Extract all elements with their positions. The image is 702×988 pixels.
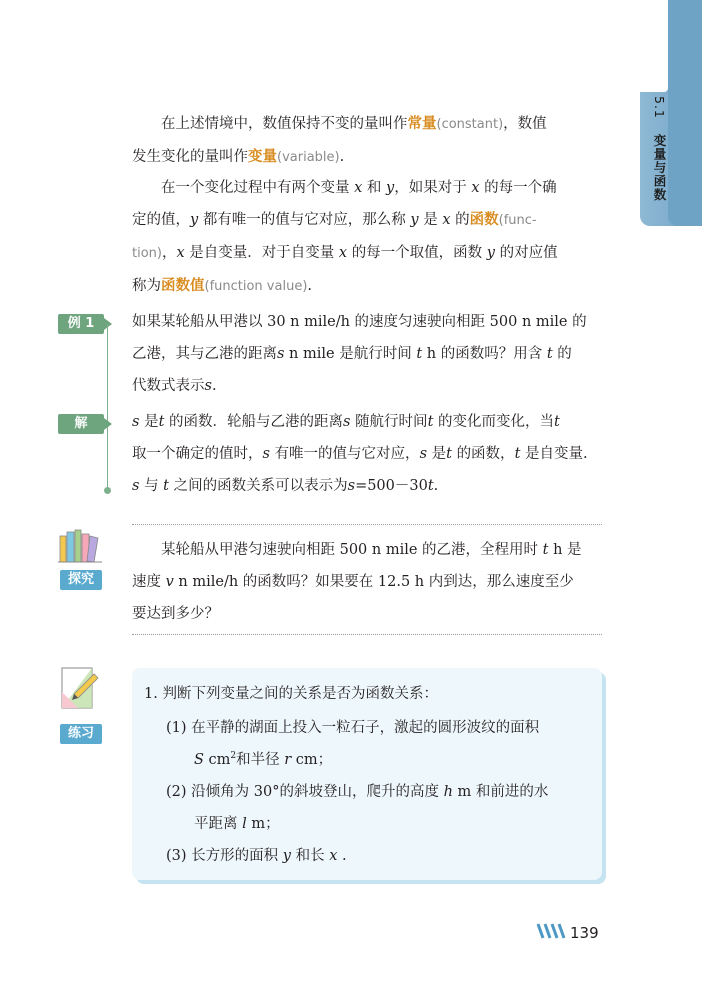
text: 平距离 xyxy=(194,816,238,832)
practice-badge: 练习 xyxy=(60,724,102,744)
var-y: y xyxy=(386,180,395,196)
practice-item-3 xyxy=(166,844,347,865)
pencil-notebook-icon xyxy=(56,664,106,720)
var-y: y xyxy=(410,212,419,228)
text: cm； xyxy=(291,752,333,768)
text: 之间的函数关系可以表示为 xyxy=(173,478,348,494)
text: 的函数， xyxy=(456,446,515,462)
text: . xyxy=(341,848,347,864)
text: 在一个变化过程中有两个变量 xyxy=(161,180,350,196)
var-s: s xyxy=(132,414,140,430)
term-constant: 常量 xyxy=(407,116,437,132)
books-icon xyxy=(56,526,106,570)
text: h 的函数吗？用含 xyxy=(422,346,543,362)
var-t: t xyxy=(427,414,434,430)
text: n mile/h 的函数吗？如果要在 12.5 h 内到达，那么速度至少 xyxy=(173,574,574,590)
text: 代数式表示 xyxy=(132,378,205,394)
practice-item-1: (1) 在平静的湖面上投入一粒石子，激起的圆形波纹的面积 xyxy=(166,720,540,736)
text: 与 xyxy=(144,478,159,494)
text: 都有唯一的值与它对应，那么称 xyxy=(202,212,406,228)
text: 是自变量．对于自变量 xyxy=(189,245,335,261)
var-t: t xyxy=(514,446,521,462)
var-v: v xyxy=(165,574,174,590)
var-x: x xyxy=(471,180,480,196)
var-t: t xyxy=(554,414,560,430)
text: . xyxy=(307,278,312,294)
practice-item-2 xyxy=(166,780,548,801)
definition-function xyxy=(132,172,604,303)
var-t: t xyxy=(542,542,549,558)
text: 是 xyxy=(431,446,447,462)
dotted-divider-bottom xyxy=(132,634,602,635)
en-variable: (variable) xyxy=(277,150,340,165)
text: 是 xyxy=(144,414,159,430)
var-y: y xyxy=(282,848,291,864)
example-1-text xyxy=(132,306,604,402)
text: 的 xyxy=(455,212,470,228)
text: 和半径 xyxy=(236,752,280,768)
text: 是 xyxy=(423,212,438,228)
en-function-cont: tion) xyxy=(132,246,162,261)
section-number: 5.1 xyxy=(652,96,667,119)
var-t: t xyxy=(546,346,553,362)
text: 在上述情境中，数值保持不变的量叫作 xyxy=(161,116,408,132)
page-number: 139 xyxy=(570,924,599,942)
definition-constant-variable xyxy=(132,108,604,174)
term-variable: 变量 xyxy=(248,149,277,165)
superscript: 2 xyxy=(230,751,237,762)
var-s: s xyxy=(277,346,285,362)
var-s: s xyxy=(204,378,212,394)
text: (3) 长方形的面积 xyxy=(166,848,279,864)
var-s: s xyxy=(262,446,270,462)
en-constant: (constant) xyxy=(436,117,504,132)
text: 有唯一的值与它对应， xyxy=(274,446,420,462)
text: 是自变量. xyxy=(525,446,588,462)
text: 某轮船从甲港匀速驶向相距 500 n mile 的乙港，全程用时 xyxy=(161,542,539,558)
solution-tag: 解 xyxy=(58,414,104,434)
text: ， xyxy=(161,245,177,261)
var-x: x xyxy=(329,848,338,864)
text: 发生变化的量叫作 xyxy=(132,149,248,165)
example-1-tag: 例 1 xyxy=(58,314,104,334)
section-title: 变量与函数 xyxy=(652,133,667,202)
var-y: y xyxy=(486,245,495,261)
en-function: (func- xyxy=(498,213,537,228)
text: (2) 沿倾角为 30°的斜坡登山，爬升的高度 xyxy=(166,784,439,800)
var-r: r xyxy=(284,752,292,768)
var-y: y xyxy=(190,212,199,228)
text: 的变化而变化，当 xyxy=(438,414,554,430)
var-h: h xyxy=(443,784,453,800)
solution-text xyxy=(132,406,604,502)
text: 和长 xyxy=(295,848,325,864)
text: . xyxy=(339,149,345,165)
var-x: x xyxy=(176,245,185,261)
text: 的每一个确 xyxy=(484,180,557,196)
text: 随航行时间 xyxy=(355,414,428,430)
var-s: s xyxy=(132,478,140,494)
var-x: x xyxy=(442,212,451,228)
explore-badge: 探究 xyxy=(60,570,102,590)
text: cm xyxy=(203,752,231,768)
text: ，如果对于 xyxy=(394,180,467,196)
text: 称为 xyxy=(132,278,161,294)
text: 定的值， xyxy=(132,212,190,228)
explore-line: 要达到多少？ xyxy=(132,606,219,622)
var-t: t xyxy=(163,478,169,494)
text: h 是 xyxy=(548,542,582,558)
text: n mile 是航行时间 xyxy=(284,346,412,362)
practice-question-1: 1. 判断下列变量之间的关系是否为函数关系： xyxy=(144,686,438,702)
var-s: s xyxy=(419,446,428,462)
text: 的每一个取值，函数 xyxy=(351,245,483,261)
explore-text xyxy=(132,534,604,630)
example-connector-line xyxy=(107,324,108,490)
text: m 和前进的水 xyxy=(452,784,549,800)
page-stripes-icon xyxy=(536,922,568,944)
chapter-side-label xyxy=(646,96,668,201)
var-t: t xyxy=(158,414,165,430)
term-function: 函数 xyxy=(469,212,499,228)
var-S: S xyxy=(194,752,204,768)
text: ，数值 xyxy=(503,116,547,132)
text: 和 xyxy=(362,180,387,196)
text: m； xyxy=(246,816,280,832)
var-t: t xyxy=(427,478,434,494)
var-t: t xyxy=(416,346,423,362)
text: 乙港，其与乙港的距离 xyxy=(132,346,277,362)
var-x: x xyxy=(338,245,348,261)
equation: =500－30 xyxy=(355,478,428,494)
text: 取一个确定的值时， xyxy=(132,446,263,462)
var-x: x xyxy=(354,180,363,196)
dotted-divider-top xyxy=(132,524,602,525)
example-line: 如果某轮船从甲港以 30 n mile/h 的速度匀速驶向相距 500 n mile 的 xyxy=(132,314,587,330)
var-s: s xyxy=(343,414,351,430)
text: . xyxy=(433,478,439,494)
example-connector-dot xyxy=(104,487,111,494)
text: 的 xyxy=(557,346,572,362)
practice-item-2-cont xyxy=(194,812,280,833)
var-l: l xyxy=(242,816,247,832)
text: 的对应值 xyxy=(499,245,558,261)
text: 速度 xyxy=(132,574,161,590)
practice-item-1-cont xyxy=(194,748,332,769)
var-s: s xyxy=(347,478,356,494)
term-function-value: 函数值 xyxy=(161,278,205,294)
text: . xyxy=(211,378,217,394)
practice-box xyxy=(132,668,602,880)
var-t: t xyxy=(446,446,452,462)
en-function-value: (function value) xyxy=(204,279,308,294)
text: 的函数．轮船与乙港的距离 xyxy=(169,414,343,430)
